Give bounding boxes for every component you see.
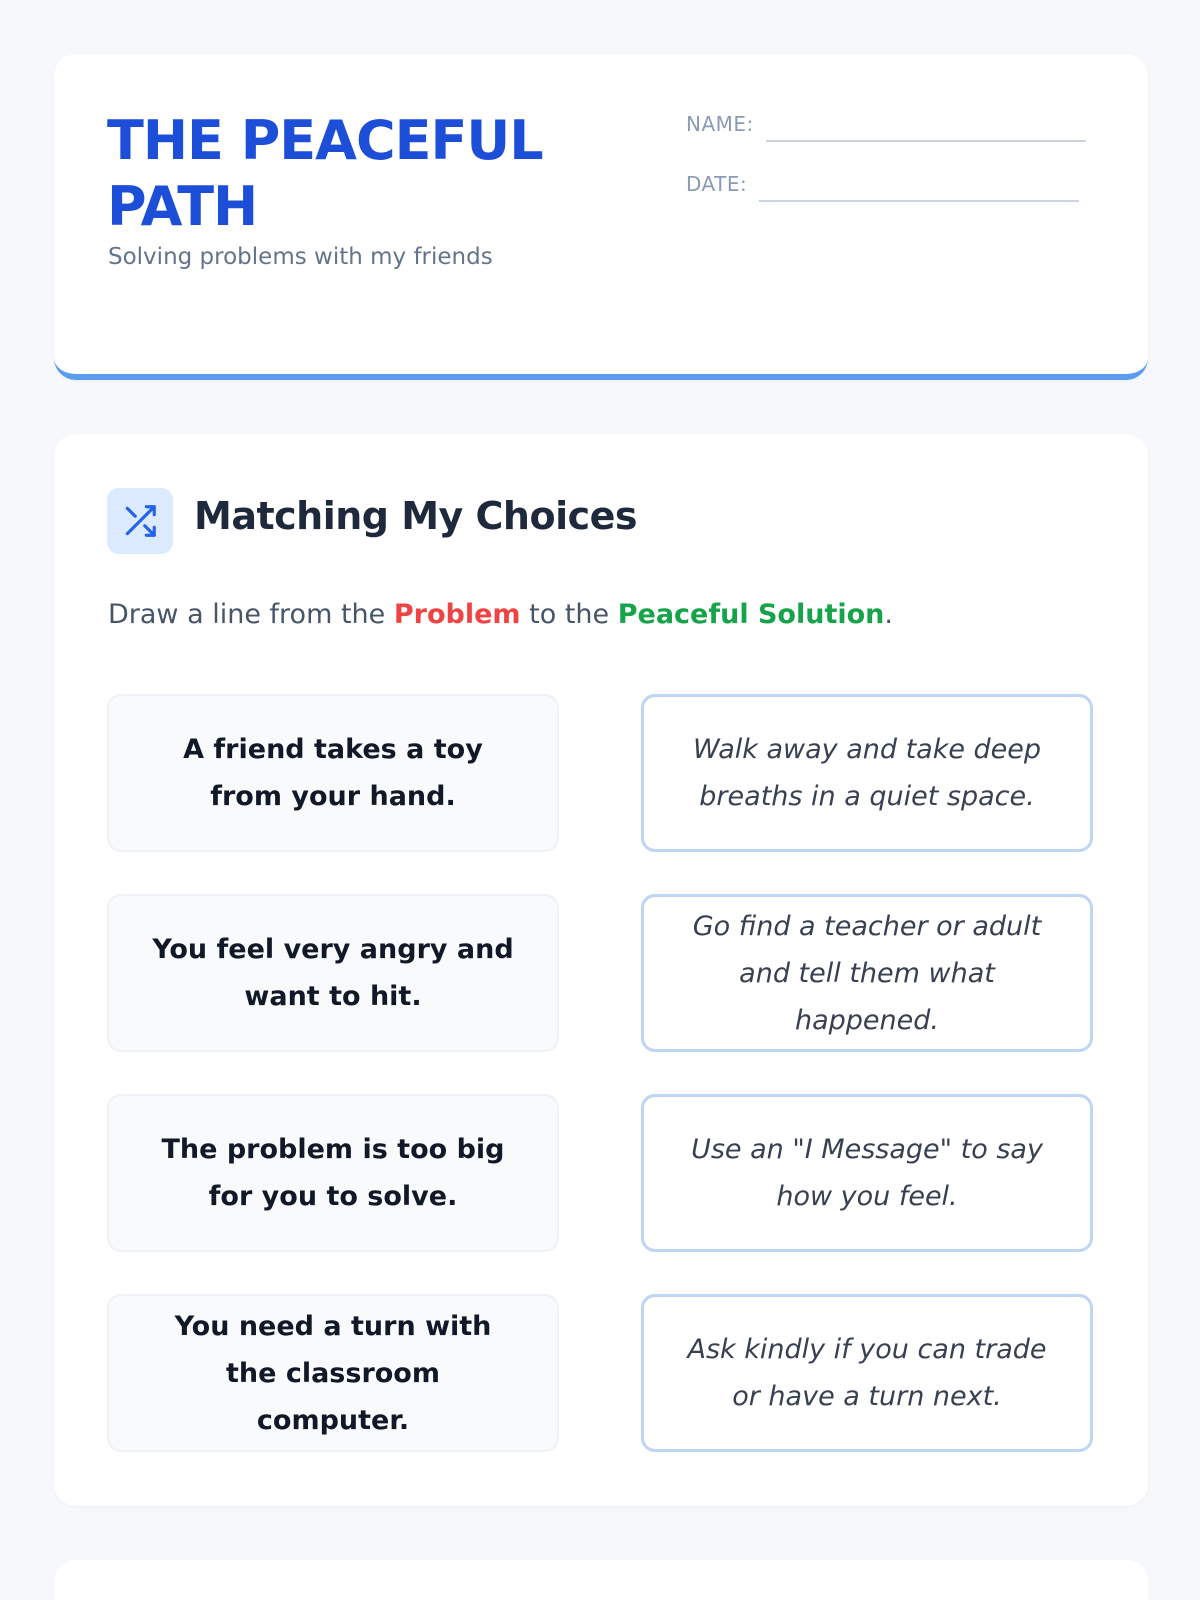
instructions-middle: to the — [520, 599, 618, 630]
instructions-problem: Problem — [393, 599, 521, 630]
solution-card[interactable]: Use an "I Message" to say how you feel. — [641, 1094, 1093, 1252]
date-line[interactable] — [759, 200, 1079, 202]
name-line[interactable] — [766, 140, 1086, 142]
instructions-prefix: Draw a line from the — [108, 599, 394, 630]
problem-card[interactable]: You need a turn with the classroom computer. — [107, 1294, 559, 1452]
instructions — [108, 599, 893, 630]
solution-card[interactable]: Walk away and take deep breaths in a quiet space. — [641, 694, 1093, 852]
matching-section — [54, 434, 1148, 1506]
date-field[interactable] — [686, 172, 1079, 196]
solution-card[interactable]: Go find a teacher or adult and tell them what happened. — [641, 894, 1093, 1052]
instructions-suffix: . — [884, 599, 893, 630]
instructions-solution: Peaceful Solution — [617, 599, 885, 630]
matching-grid — [107, 694, 1101, 1452]
header-card — [54, 54, 1148, 380]
problem-card[interactable]: A friend takes a toy from your hand. — [107, 694, 559, 852]
next-section-card — [54, 1560, 1148, 1600]
section-title: Matching My Choices — [194, 494, 638, 538]
date-label: DATE: — [686, 172, 748, 196]
problem-card[interactable]: You feel very angry and want to hit. — [107, 894, 559, 1052]
name-label: NAME: — [686, 112, 754, 136]
solution-card[interactable]: Ask kindly if you can trade or have a turn next. — [641, 1294, 1093, 1452]
name-field[interactable] — [686, 112, 1086, 136]
shuffle-icon — [107, 488, 173, 554]
page-subtitle: Solving problems with my friends — [108, 244, 493, 270]
problem-card[interactable]: The problem is too big for you to solve. — [107, 1094, 559, 1252]
page-title: THE PEACEFUL PATH — [107, 109, 543, 238]
